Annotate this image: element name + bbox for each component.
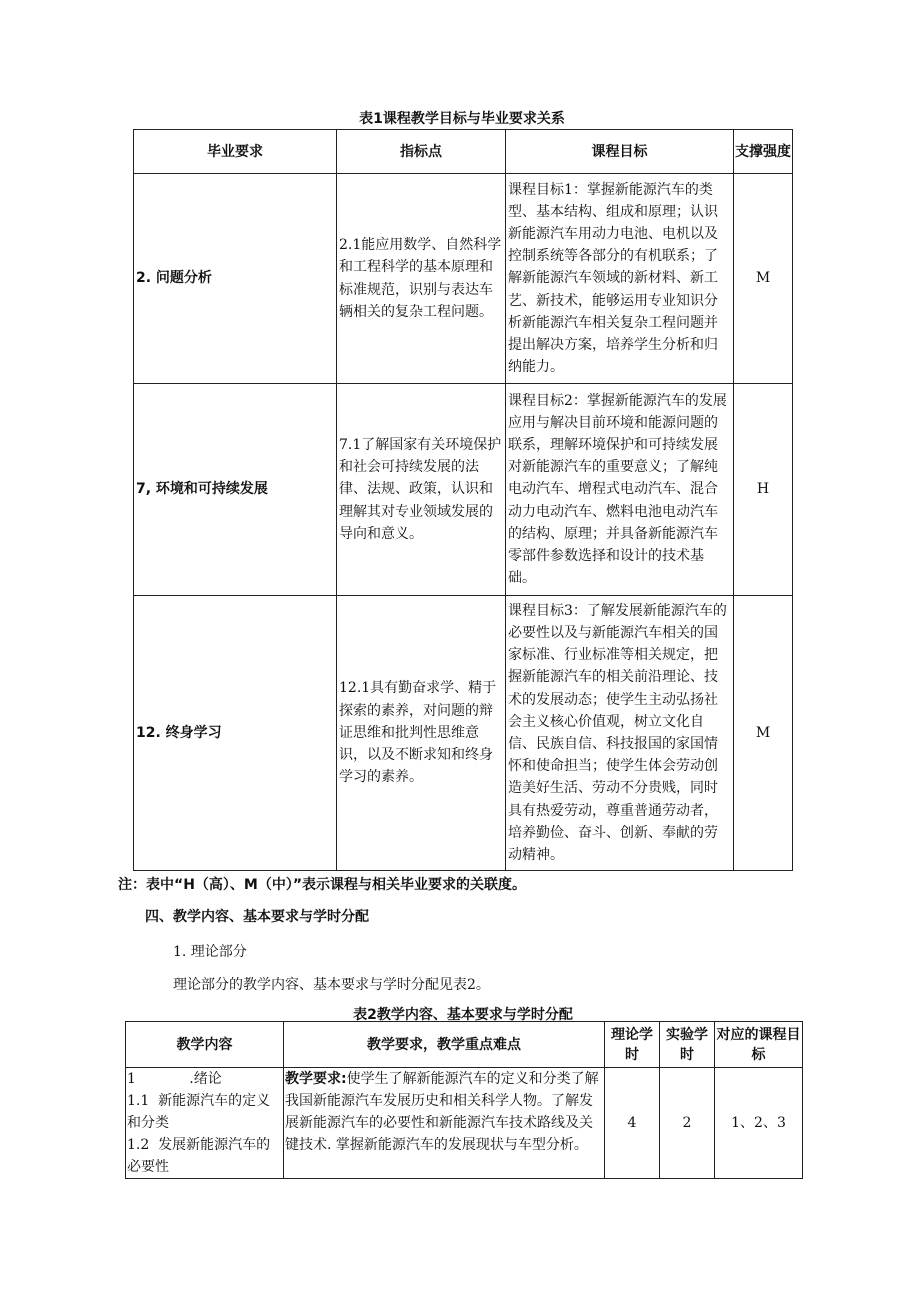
- table1-header-row: [134, 130, 793, 174]
- table-row: [134, 384, 793, 596]
- table1-note: 注：表中“H（高）、M（中）”表示课程与相关毕业要求的关联度。: [118, 877, 527, 893]
- requirements-text: 使学生了解新能源汽车的定义和分类了解我国新能源汽车发展历史和相关科学人物。了解发展新能源汽车的必要性和新能源汽车技术路线及关键技术. 掌握新能源汽车的发展现状与车型分析。: [285, 1071, 599, 1153]
- table1-header-level: 支撑强度: [734, 130, 793, 174]
- requirement-cell: 7, 环境和可持续发展: [134, 384, 337, 596]
- table2-header-theory-hours: 理论学时: [605, 1022, 660, 1068]
- table1: [133, 129, 793, 871]
- goal-cell: 课程目标3：了解发展新能源汽车的必要性以及与新能源汽车相关的国家标准、行业标准等相关规定，把握新能源汽车的相关前沿理论、技术的发展动态；使学生主动弘扬社会主义核心价值观，树立文化自信、民族自信、科技报国的家国情怀和使命担当；使学生体会劳动创造美好生活、劳动不分贵贱，同时具有热爱劳动，尊重普通劳动者，培养勤俭、奋斗、创新、奉献的劳动精神。: [506, 596, 734, 871]
- requirements-cell: [284, 1068, 605, 1179]
- content-line: 1.1 新能源汽车的定义和分类: [127, 1093, 271, 1131]
- level-cell: H: [734, 384, 793, 596]
- table-row: [134, 174, 793, 384]
- requirements-label: 教学要求:: [285, 1071, 347, 1087]
- table2: [125, 1021, 803, 1179]
- table2-header-goals: 对应的课程目标: [715, 1022, 803, 1068]
- table2-header-requirements: 教学要求，教学重点难点: [284, 1022, 605, 1068]
- content-line: 1 .绪论: [127, 1071, 222, 1087]
- table2-header-lab-hours: 实验学时: [660, 1022, 715, 1068]
- table-row: [134, 596, 793, 871]
- indicator-cell: 7.1了解国家有关环境保护和社会可持续发展的法律、法规、政策，认识和理解其对专业领域发展的导向和意义。: [337, 384, 506, 596]
- requirement-cell: 12. 终身学习: [134, 596, 337, 871]
- level-cell: M: [734, 596, 793, 871]
- content-cell: [126, 1068, 284, 1179]
- table2-header-row: [126, 1022, 803, 1068]
- table2-caption: 表2教学内容、基本要求与学时分配: [353, 1007, 573, 1023]
- content-line: 1.2 发展新能源汽车的必要性: [127, 1137, 271, 1175]
- requirement-cell: 2. 问题分析: [134, 174, 337, 384]
- indicator-cell: 2.1能应用数学、自然科学和工程科学的基本原理和标准规范，识别与表达车辆相关的复杂工程问题。: [337, 174, 506, 384]
- body-paragraph: 理论部分的教学内容、基本要求与学时分配见表2。: [173, 977, 490, 993]
- table1-header-goal: 课程目标: [506, 130, 734, 174]
- goal-cell: 课程目标2：掌握新能源汽车的发展应用与解决目前环境和能源问题的联系，理解环境保护和可持续发展对新能源汽车的重要意义；了解纯电动汽车、增程式电动汽车、混合动力电动汽车、燃料电池电动汽车的结构、原理；并具备新能源汽车零部件参数选择和设计的技术基础。: [506, 384, 734, 596]
- indicator-cell: 12.1具有勤奋求学、精于探索的素养，对问题的辩证思维和批判性思维意识，以及不断求知和终身学习的素养。: [337, 596, 506, 871]
- subsection-title: 1. 理论部分: [173, 944, 247, 960]
- goal-cell: 课程目标1：掌握新能源汽车的类型、基本结构、组成和原理；认识新能源汽车用动力电池、电机以及控制系统等各部分的有机联系；了解新能源汽车领域的新材料、新工艺、新技术，能够运用专业知识分析新能源汽车相关复杂工程问题并提出解决方案，培养学生分析和归纳能力。: [506, 174, 734, 384]
- table1-caption: 表1课程教学目标与毕业要求关系: [359, 111, 565, 127]
- table-row: [126, 1068, 803, 1179]
- theory-hours-cell: 4: [605, 1068, 660, 1179]
- lab-hours-cell: 2: [660, 1068, 715, 1179]
- goals-cell: 1、2、3: [715, 1068, 803, 1179]
- section-heading: 四、教学内容、基本要求与学时分配: [145, 909, 369, 925]
- table1-header-requirement: 毕业要求: [134, 130, 337, 174]
- table1-header-indicator: 指标点: [337, 130, 506, 174]
- level-cell: M: [734, 174, 793, 384]
- table2-header-content: 教学内容: [126, 1022, 284, 1068]
